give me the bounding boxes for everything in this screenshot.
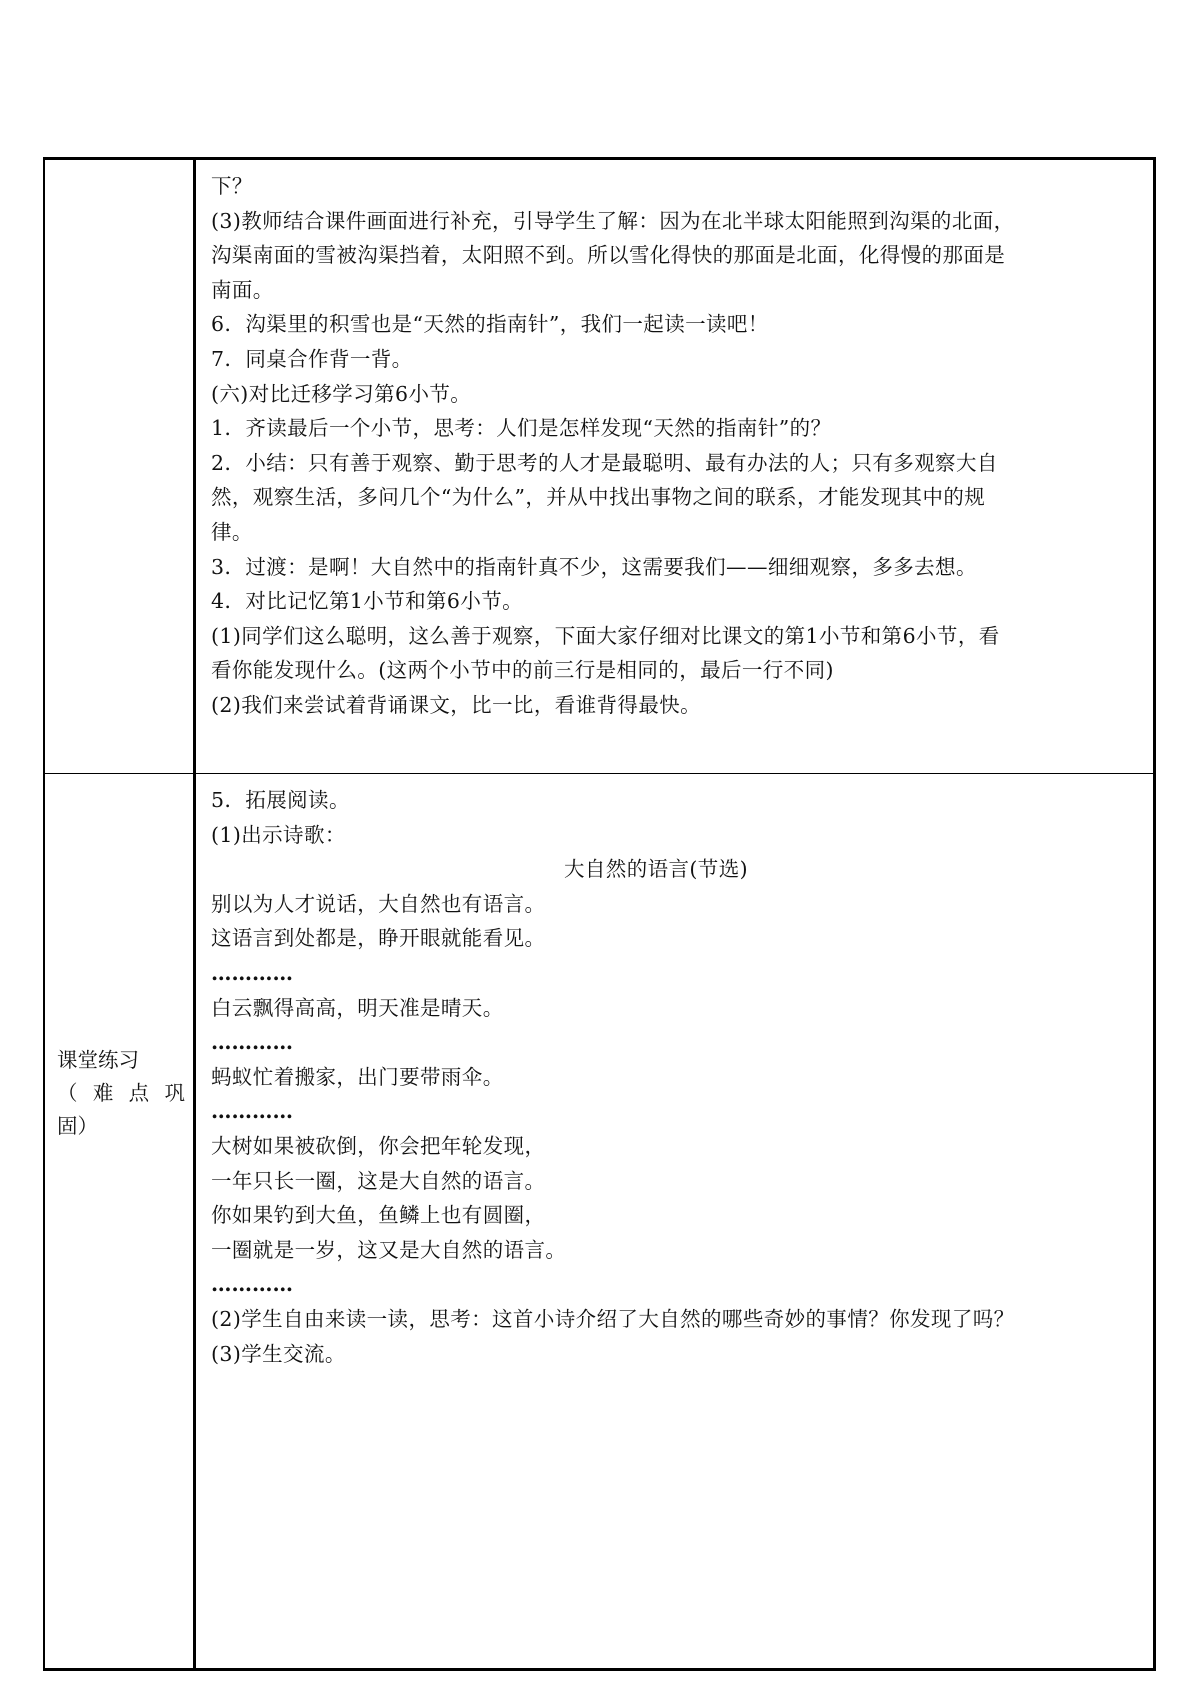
ellipsis-line: ………… [211,1099,293,1124]
text-line: 看你能发现什么。(这两个小节中的前三行是相同的，最后一行不同) [211,658,834,683]
label-char: 点 [128,1081,150,1105]
row-content-cell [195,159,1155,774]
ellipsis-line: ………… [211,1030,293,1055]
lesson-plan-table [43,157,1156,1671]
poem-line: 别以为人才说话，大自然也有语言。 [211,891,546,916]
label-char: 难 [92,1081,114,1105]
text-line: 4．对比记忆第1小节和第6小节。 [211,589,524,614]
poem-line: 白云飘得高高，明天准是晴天。 [211,995,504,1020]
text-line: (3)学生交流。 [211,1341,346,1366]
row-label [45,774,193,1668]
text-line: 然，观察生活，多问几个“为什么”，并从中找出事物之间的联系，才能发现其中的规 [211,485,986,510]
label-line: 固） [57,1114,98,1138]
content-lines [196,160,1153,773]
poem-title: 大自然的语言(节选) [564,857,748,882]
text-line: 7．同桌合作背一背。 [211,346,413,371]
text-line: 下？ [211,174,253,198]
ellipsis-line: ………… [211,960,293,985]
text-line: (2)学生自由来读一读，思考：这首小诗介绍了大自然的哪些奇妙的事情？你发现了吗？ [211,1306,1015,1331]
text-line: 南面。 [211,277,274,302]
poem-line: 大树如果被砍倒，你会把年轮发现， [211,1133,546,1158]
poem-line: 这语言到处都是，睁开眼就能看见。 [211,926,546,951]
table-row [44,774,1155,1670]
text-line: 3．过渡：是啊！大自然中的指南针真不少，这需要我们——细细观察，多多去想。 [211,554,977,579]
text-line: 6．沟渠里的积雪也是“天然的指南针”，我们一起读一读吧！ [211,312,769,337]
text-line: (2)我们来尝试着背诵课文，比一比，看谁背得最快。 [211,692,702,717]
text-line: (1)同学们这么聪明，这么善于观察，下面大家仔细对比课文的第1小节和第6小节，看 [211,623,1000,648]
content-lines [196,774,1153,1407]
text-line: 1．齐读最后一个小节，思考：人们是怎样发现“天然的指南针”的？ [211,416,832,441]
row-label-cell [44,159,195,774]
text-line: (六)对比迁移学习第6小节。 [211,381,472,406]
poem-line: 一年只长一圈，这是大自然的语言。 [211,1168,546,1193]
text-line: 沟渠南面的雪被沟渠挡着，太阳照不到。所以雪化得快的那面是北面，化得慢的那面是 [211,243,1006,268]
poem-line: 你如果钓到大鱼，鱼鳞上也有圆圈， [211,1203,546,1228]
row-label-cell [44,774,195,1670]
poem-line: 蚂蚁忙着搬家，出门要带雨伞。 [211,1064,504,1089]
label-line: 课堂练习 [57,1048,139,1072]
text-line: 5．拓展阅读。 [211,788,350,812]
label-line [57,1077,185,1110]
row-content-cell [195,774,1155,1670]
text-line: 律。 [211,519,253,544]
poem-line: 一圈就是一岁，这又是大自然的语言。 [211,1237,567,1262]
label-char: 巩 [164,1081,185,1105]
text-line: 2．小结：只有善于观察、勤于思考的人才是最聪明、最有办法的人；只有多观察大自 [211,450,998,475]
table-row [44,159,1155,774]
text-line: (3)教师结合课件画面进行补充，引导学生了解：因为在北半球太阳能照到沟渠的北面， [211,208,1015,233]
text-line: (1)出示诗歌： [211,822,346,847]
ellipsis-line: ………… [211,1272,293,1297]
label-char: （ [57,1081,78,1105]
